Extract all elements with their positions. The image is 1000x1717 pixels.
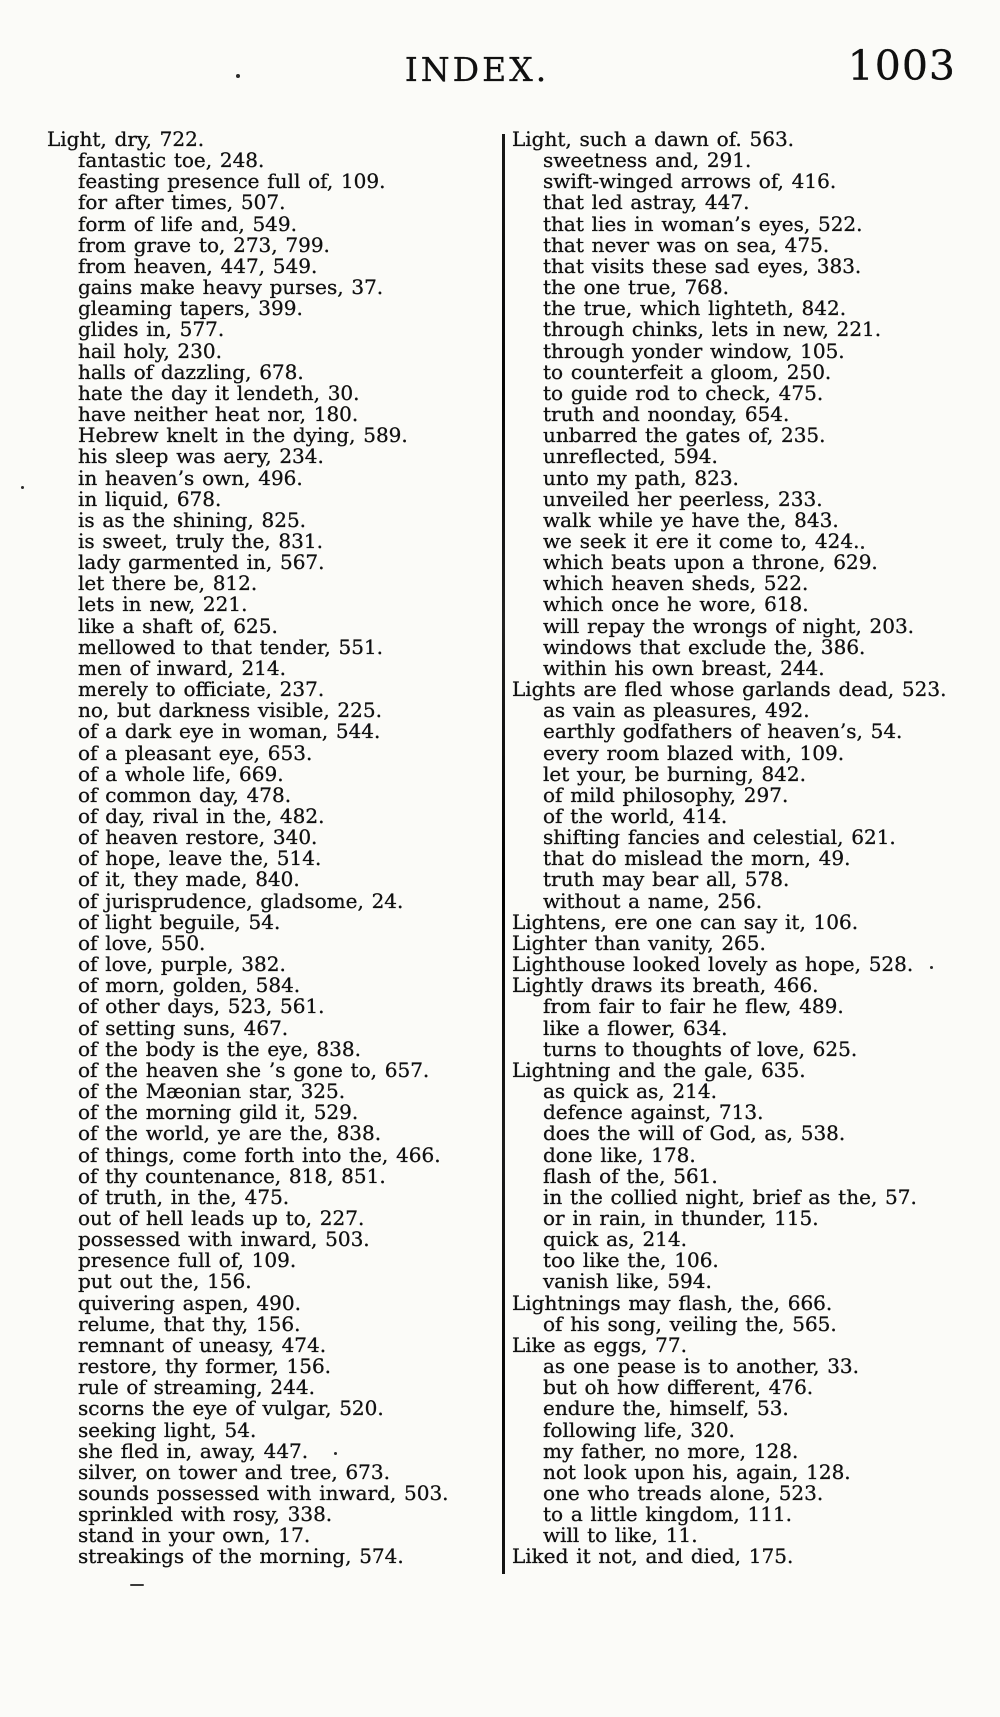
scan-speck	[334, 1452, 337, 1455]
index-entry: unveiled her peerless, 233.	[543, 486, 823, 511]
index-entry: shifting fancies and celestial, 621.	[543, 825, 896, 850]
index-entry: seeking light, 54.	[78, 1417, 257, 1442]
scan-speck	[861, 546, 864, 549]
index-entry: of mild philosophy, 297.	[543, 782, 789, 807]
index-entry: quick as, 214.	[543, 1227, 687, 1252]
index-entry: have neither heat nor, 180.	[78, 402, 359, 427]
index-entry: Light, such a dawn of. 563.	[512, 127, 795, 151]
index-entry: Hebrew knelt in the dying, 589.	[78, 423, 408, 448]
index-entry: of hope, leave the, 514.	[78, 846, 322, 871]
index-entry: of other days, 523, 561.	[78, 994, 325, 1019]
index-entry: Lightning and the gale, 635.	[512, 1057, 806, 1082]
index-entry: through yonder window, 105.	[543, 338, 845, 363]
index-entry: of a whole life, 669.	[78, 761, 284, 786]
index-entry: to guide rod to check, 475.	[543, 380, 824, 405]
index-entry: Lights are fled whose garlands dead, 523.	[512, 677, 947, 702]
index-entry: rule of streaming, 244.	[78, 1375, 315, 1400]
index-entry: of heaven restore, 340.	[78, 825, 318, 850]
index-entry: walk while ye have the, 843.	[543, 507, 839, 532]
index-entry: of a pleasant eye, 653.	[78, 740, 313, 765]
index-entry: from grave to, 273, 799.	[78, 232, 330, 257]
index-entry: Light, dry, 722.	[47, 127, 205, 151]
index-entry: will to like, 11.	[543, 1523, 698, 1548]
index-entry: in liquid, 678.	[78, 486, 222, 511]
index-entry: as quick as, 214.	[543, 1079, 717, 1104]
index-entry: endure the, himself, 53.	[543, 1396, 789, 1421]
index-entry: Lightly draws its breath, 466.	[512, 973, 819, 998]
index-entry: she fled in, away, 447.	[78, 1438, 309, 1463]
index-entry: that do mislead the morn, 49.	[543, 846, 851, 871]
index-entry: that led astray, 447.	[543, 190, 750, 215]
index-entry: merely to officiate, 237.	[78, 677, 325, 702]
index-entry: from heaven, 447, 549.	[78, 253, 318, 278]
column-divider-rule	[502, 134, 505, 1574]
index-entry: sounds possessed with inward, 503.	[78, 1481, 449, 1505]
scan-speck	[130, 1584, 144, 1586]
index-entry: unreflected, 594.	[543, 444, 718, 469]
index-entry: of his song, veiling the, 565.	[543, 1311, 837, 1336]
index-entry: turns to thoughts of love, 625.	[543, 1036, 858, 1061]
index-entry: remnant of uneasy, 474.	[78, 1332, 327, 1357]
index-entry: presence full of, 109.	[78, 1248, 297, 1273]
index-entry: Lightens, ere one can say it, 106.	[512, 909, 859, 934]
index-entry: windows that exclude the, 386.	[543, 634, 866, 659]
index-entry: of jurisprudence, gladsome, 24.	[78, 888, 404, 913]
index-entry: glides in, 577.	[78, 317, 225, 342]
index-entry: done like, 178.	[543, 1142, 696, 1167]
index-entry: of the body is the eye, 838.	[78, 1036, 361, 1061]
index-entry: of setting suns, 467.	[78, 1015, 289, 1040]
index-entry: but oh how different, 476.	[543, 1375, 814, 1400]
index-entry: let your, be burning, 842.	[543, 761, 806, 786]
index-entry: form of life and, 549.	[78, 211, 297, 236]
index-column-right	[512, 129, 982, 1568]
index-entry: Lightnings may flash, the, 666.	[512, 1290, 833, 1315]
index-entry: feasting presence full of, 109.	[78, 169, 386, 194]
index-entry: the one true, 768.	[543, 275, 729, 300]
index-entry: sprinkled with rosy, 338.	[78, 1502, 333, 1527]
index-entry: of things, come forth into the, 466.	[78, 1142, 441, 1167]
scan-speck	[21, 486, 24, 489]
index-entry: as one pease is to another, 33.	[543, 1354, 860, 1379]
index-entry: of the heaven she ’s gone to, 657.	[78, 1057, 430, 1082]
index-entry: mellowed to that tender, 551.	[78, 634, 384, 659]
index-entry: let there be, 812.	[78, 571, 258, 596]
index-entry: truth may bear all, 578.	[543, 867, 790, 892]
index-entry: for after times, 507.	[78, 190, 286, 215]
index-entry: of day, rival in the, 482.	[78, 804, 325, 828]
index-entry: gains make heavy purses, 37.	[78, 275, 384, 300]
index-entry: without a name, 256.	[543, 888, 763, 913]
index-entry: within his own breast, 244.	[543, 655, 825, 680]
index-entry: the true, which lighteth, 842.	[543, 296, 847, 321]
index-entry: is sweet, truly the, 831.	[78, 528, 323, 553]
index-entry: that never was on sea, 475.	[543, 232, 830, 257]
index-entry: of common day, 478.	[78, 782, 292, 807]
index-entry: of thy countenance, 818, 851.	[78, 1163, 386, 1188]
index-entry: stand in your own, 17.	[78, 1523, 311, 1548]
index-entry: his sleep was aery, 234.	[78, 444, 324, 469]
scan-speck	[236, 74, 240, 78]
index-entry: fantastic toe, 248.	[78, 148, 265, 173]
index-entry: to a little kingdom, 111.	[543, 1502, 793, 1527]
index-entry: like a flower, 634.	[543, 1015, 728, 1040]
index-entry: of the morning gild it, 529.	[78, 1100, 359, 1125]
index-entry: of the world, ye are the, 838.	[78, 1121, 382, 1146]
index-entry: hate the day it lendeth, 30.	[78, 380, 360, 405]
index-entry: possessed with inward, 503.	[78, 1227, 370, 1252]
index-entry: scorns the eye of vulgar, 520.	[78, 1396, 384, 1421]
index-entry: men of inward, 214.	[78, 655, 286, 680]
index-entry: in the collied night, brief as the, 57.	[543, 1184, 917, 1209]
index-entry: to counterfeit a gloom, 250.	[543, 359, 832, 384]
index-entry: streakings of the morning, 574.	[78, 1544, 404, 1569]
index-entry: Lighter than vanity, 265.	[512, 930, 766, 955]
index-entry: every room blazed with, 109.	[543, 740, 845, 765]
index-entry: of a dark eye in woman, 544.	[78, 719, 381, 744]
index-entry: too like the, 106.	[543, 1248, 719, 1273]
index-entry: of it, they made, 840.	[78, 867, 300, 892]
index-entry: lets in new, 221.	[78, 592, 248, 617]
scan-speck	[930, 966, 933, 969]
index-entry: defence against, 713.	[543, 1100, 764, 1125]
index-entry: of love, 550.	[78, 930, 206, 955]
index-entry: quivering aspen, 490.	[78, 1290, 301, 1315]
index-entry: swift-winged arrows of, 416.	[543, 169, 837, 194]
index-entry: of light beguile, 54.	[78, 909, 281, 934]
index-column-left	[47, 129, 487, 1568]
index-entry: unbarred the gates of, 235.	[543, 423, 826, 448]
index-entry: hail holy, 230.	[78, 338, 222, 363]
index-entry: my father, no more, 128.	[543, 1438, 799, 1463]
index-entry: as vain as pleasures, 492.	[543, 698, 810, 723]
index-entry: from fair to fair he flew, 489.	[543, 994, 844, 1019]
index-entry: of the Mæonian star, 325.	[78, 1079, 346, 1104]
index-entry: Liked it not, and died, 175.	[512, 1544, 794, 1569]
index-entry: lady garmented in, 567.	[78, 550, 325, 575]
index-entry: which once he wore, 618.	[543, 592, 809, 617]
index-entry: following life, 320.	[543, 1417, 735, 1442]
index-entry: put out the, 156.	[78, 1269, 252, 1294]
page-number: 1003	[847, 42, 956, 90]
index-entry: truth and noonday, 654.	[543, 402, 790, 427]
page-title: INDEX.	[404, 50, 550, 89]
index-entry: one who treads alone, 523.	[543, 1481, 824, 1505]
index-entry: of love, purple, 382.	[78, 952, 286, 977]
index-entry: gleaming tapers, 399.	[78, 296, 303, 321]
index-entry: relume, that thy, 156.	[78, 1311, 301, 1336]
index-entry: of the world, 414.	[543, 804, 728, 828]
index-entry: halls of dazzling, 678.	[78, 359, 304, 384]
index-entry: unto my path, 823.	[543, 465, 739, 490]
index-entry: which beats upon a throne, 629.	[543, 550, 878, 575]
index-entry: which heaven sheds, 522.	[543, 571, 809, 596]
index-entry: out of hell leads up to, 227.	[78, 1205, 365, 1230]
index-entry: Like as eggs, 77.	[512, 1332, 687, 1357]
index-entry: of morn, golden, 584.	[78, 973, 301, 998]
index-entry: restore, thy former, 156.	[78, 1354, 332, 1379]
index-entry: flash of the, 561.	[543, 1163, 718, 1188]
index-entry: does the will of God, as, 538.	[543, 1121, 846, 1146]
index-entry: through chinks, lets in new, 221.	[543, 317, 882, 342]
index-entry: like a shaft of, 625.	[78, 613, 278, 638]
index-entry: in heaven’s own, 496.	[78, 465, 303, 490]
index-entry: sweetness and, 291.	[543, 148, 752, 173]
index-entry: that lies in woman’s eyes, 522.	[543, 211, 863, 236]
index-entry: vanish like, 594.	[543, 1269, 712, 1294]
index-entry: silver, on tower and tree, 673.	[78, 1459, 390, 1484]
index-entry: we seek it ere it come to, 424.	[543, 528, 860, 553]
index-entry: that visits these sad eyes, 383.	[543, 253, 862, 278]
index-entry: earthly godfathers of heaven’s, 54.	[543, 719, 903, 744]
index-entry: not look upon his, again, 128.	[543, 1459, 851, 1484]
index-entry: of truth, in the, 475.	[78, 1184, 290, 1209]
index-entry: will repay the wrongs of night, 203.	[543, 613, 915, 638]
index-entry: Lighthouse looked lovely as hope, 528.	[512, 952, 914, 977]
index-entry: no, but darkness visible, 225.	[78, 698, 382, 723]
index-entry: is as the shining, 825.	[78, 507, 307, 532]
index-entry: or in rain, in thunder, 115.	[543, 1205, 819, 1230]
